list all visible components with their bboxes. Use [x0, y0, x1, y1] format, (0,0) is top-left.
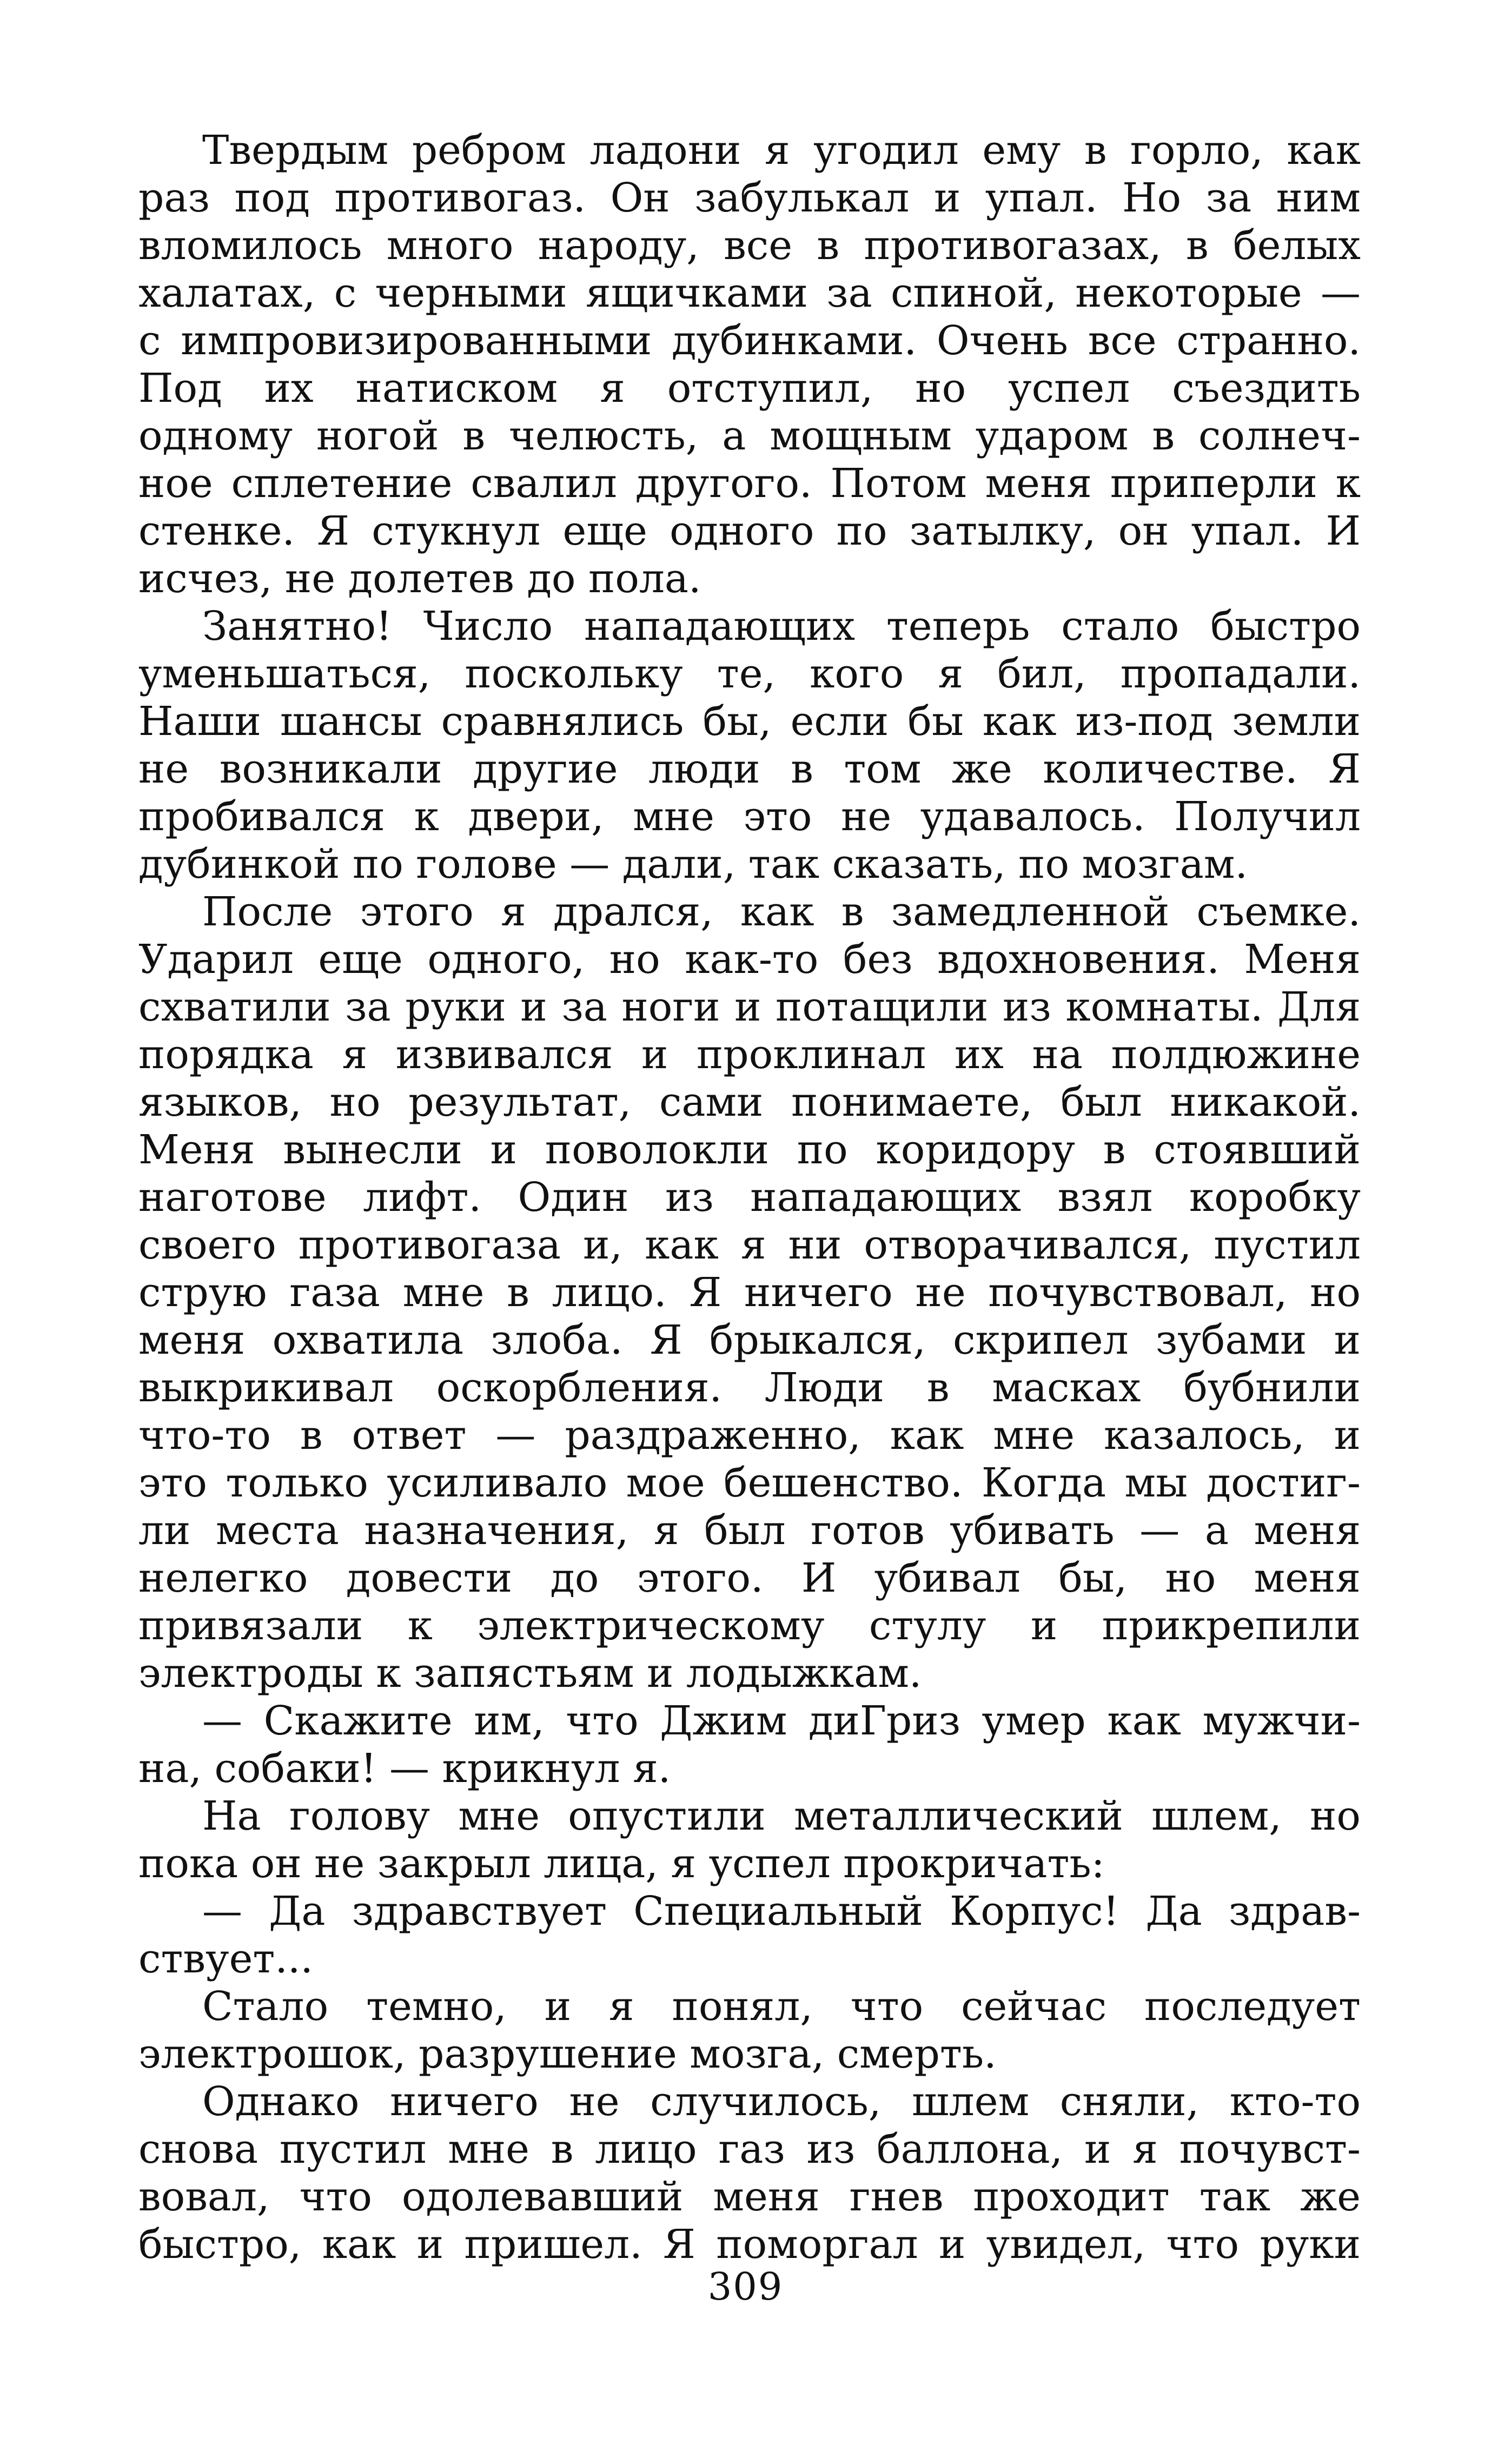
text-line: наготове лифт. Один из нападающих взял коробку: [138, 1174, 1361, 1221]
text-line: пока он не закрыл лица, я успел прокричать:: [138, 1840, 1105, 1887]
paragraph: [138, 1983, 1361, 2078]
paragraph: [138, 1697, 1361, 1792]
text-line: снова пустил мне в лицо газ из баллона, и я почувст-: [138, 2126, 1361, 2172]
text-line: пробивался к двери, мне это не удавалось. Получил: [138, 793, 1361, 840]
text-line: что-то в ответ — раздраженно, как мне казалось, и: [138, 1412, 1361, 1459]
text-line: своего противогаза и, как я ни отворачивался, пустил: [138, 1222, 1361, 1268]
text-line: нелегко довести до этого. И убивал бы, но меня: [138, 1555, 1361, 1601]
text-line: вломилось много народу, все в противогазах, в белых: [138, 222, 1361, 269]
body-text: [138, 127, 1361, 2268]
text-line: ное сплетение свалил другого. Потом меня приперли к: [138, 460, 1361, 507]
text-line: электроды к запястьям и лодыжкам.: [138, 1650, 922, 1697]
text-line: меня охватила злоба. Я брыкался, скрипел зубами и: [138, 1317, 1361, 1363]
text-line: Меня вынесли и поволокли по коридору в стоявший: [138, 1127, 1361, 1173]
text-line: электрошок, разрушение мозга, смерть.: [138, 2031, 997, 2077]
text-line: Стало темно, и я понял, что сейчас последует: [202, 1983, 1361, 2030]
text-line: это только усиливало мое бешенство. Когда мы достиг-: [138, 1460, 1361, 1506]
paragraph: [138, 602, 1361, 888]
text-line: одному ногой в челюсть, а мощным ударом в солнеч-: [138, 413, 1361, 459]
page-number: 309: [707, 2264, 784, 2309]
text-line: — Да здравствует Специальный Корпус! Да здрав-: [202, 1888, 1361, 1935]
text-line: Занятно! Число нападающих теперь стало быстро: [202, 603, 1361, 650]
text-line: халатах, с черными ящичками за спиной, некоторые —: [138, 270, 1361, 316]
paragraph: [138, 127, 1361, 602]
text-line: привязали к электрическому стулу и прикрепили: [138, 1602, 1361, 1649]
text-line: уменьшаться, поскольку те, кого я бил, пропадали.: [138, 651, 1361, 697]
text-line: с импровизированными дубинками. Очень все странно.: [138, 317, 1361, 364]
text-line: языков, но результат, сами понимаете, был никакой.: [138, 1079, 1361, 1125]
text-line: Однако ничего не случилось, шлем сняли, кто-то: [202, 2078, 1361, 2125]
paragraph: [138, 888, 1361, 1697]
text-line: Ударил еще одного, но как-то без вдохновения. Меня: [138, 936, 1361, 983]
text-line: вовал, что одолевавший меня гнев проходит так же: [138, 2174, 1361, 2220]
text-line: дубинкой по голове — дали, так сказать, по мозгам.: [138, 841, 1248, 887]
text-line: После этого я дрался, как в замедленной съемке.: [202, 889, 1361, 935]
text-line: быстро, как и пришел. Я поморгал и увидел, что руки: [138, 2221, 1361, 2268]
text-line: — Скажите им, что Джим диГриз умер как мужчи-: [202, 1698, 1361, 1744]
text-line: струю газа мне в лицо. Я ничего не почувствовал, но: [138, 1269, 1361, 1316]
paragraph: [138, 1887, 1361, 1983]
text-line: схватили за руки и за ноги и потащили из комнаты. Для: [138, 984, 1361, 1030]
text-line: раз под противогаз. Он забулькал и упал. Но за ним: [138, 175, 1361, 221]
text-line: На голову мне опустили металлический шлем, но: [202, 1793, 1361, 1839]
text-line: выкрикивал оскорбления. Люди в масках бубнили: [138, 1365, 1361, 1411]
text-line: Под их натиском я отступил, но успел съездить: [138, 365, 1361, 412]
paragraph: [138, 1792, 1361, 1887]
paragraph: [138, 2078, 1361, 2268]
text-line: Наши шансы сравнялись бы, если бы как из-под земли: [138, 698, 1361, 745]
text-line: ствует...: [138, 1936, 313, 1982]
text-line: исчез, не долетев до пола.: [138, 555, 701, 602]
text-line: Твердым ребром ладони я угодил ему в горло, как: [202, 127, 1361, 174]
text-line: ли места назначения, я был готов убивать — а меня: [138, 1507, 1361, 1554]
text-line: порядка я извивался и проклинал их на полдюжине: [138, 1031, 1361, 1078]
text-line: не возникали другие люди в том же количестве. Я: [138, 746, 1361, 792]
text-line: стенке. Я стукнул еще одного по затылку, он упал. И: [138, 508, 1361, 554]
text-line: на, собаки! — крикнул я.: [138, 1745, 671, 1792]
